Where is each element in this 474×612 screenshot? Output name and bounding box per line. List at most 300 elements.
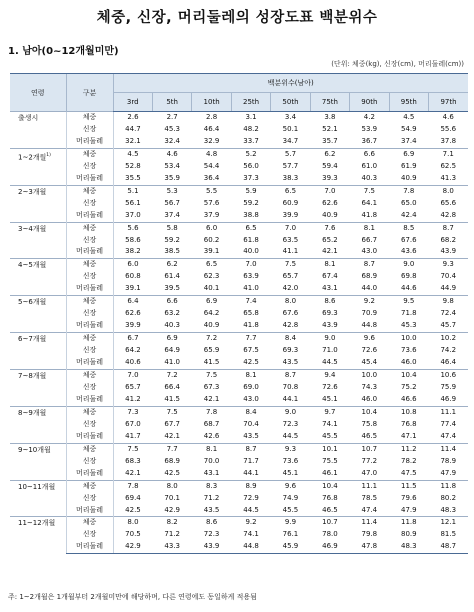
value-cell: 37.9	[203, 210, 220, 219]
value-cell: 67.5	[243, 346, 259, 355]
header-age: 연령	[10, 74, 66, 112]
value-cell: 8.1	[231, 370, 270, 382]
value-cell: 43.6	[400, 247, 417, 256]
unit-note: (단위: 체중(kg), 신장(cm), 머리둘레(cm))	[331, 60, 464, 68]
table-row	[10, 296, 468, 308]
value-cell: 67.4	[322, 272, 338, 281]
value-cell: 41.2	[113, 394, 152, 406]
value-cell: 47.0	[361, 468, 378, 477]
value-cell: 11.1	[429, 406, 469, 418]
value-cell: 75.2	[400, 382, 417, 391]
value-cell: 44.9	[440, 284, 457, 293]
value-cell: 7.2	[152, 370, 191, 382]
value-cell: 62.6	[113, 308, 152, 320]
value-cell: 75.9	[440, 382, 457, 391]
value-cell: 73.6	[400, 346, 417, 355]
value-cell: 64.2	[113, 345, 152, 357]
value-cell: 9.0	[271, 406, 310, 418]
measure-label: 머리둘레	[66, 357, 113, 369]
measure-label: 머리둘레	[66, 505, 113, 517]
value-cell: 44.8	[231, 541, 270, 553]
table-row	[10, 161, 468, 173]
value-cell: 62.5	[440, 161, 457, 170]
value-cell: 38.2	[113, 246, 152, 258]
measure-label: 신장	[66, 456, 113, 468]
value-cell: 8.7	[231, 443, 270, 455]
value-cell: 67.3	[203, 382, 220, 391]
value-cell: 5.2	[231, 148, 270, 160]
value-cell: 60.2	[203, 235, 220, 244]
value-cell: 10.8	[389, 406, 428, 418]
value-cell: 7.8	[192, 406, 231, 418]
measure-label: 신장	[66, 493, 113, 505]
value-cell: 6.4	[113, 296, 152, 308]
age-label: 2~3개월	[18, 187, 47, 196]
value-cell: 44.1	[243, 468, 259, 477]
value-cell: 9.9	[271, 517, 310, 529]
value-cell: 48.3	[389, 541, 428, 553]
table-row	[10, 222, 468, 234]
value-cell: 68.9	[361, 272, 378, 281]
value-cell: 41.3	[440, 173, 457, 182]
value-cell: 6.6	[152, 296, 191, 308]
measure-label: 머리둘레	[66, 283, 113, 295]
value-cell: 70.0	[203, 456, 220, 465]
table-row	[10, 259, 468, 271]
value-cell: 47.4	[361, 505, 378, 514]
value-cell: 44.5	[282, 431, 299, 440]
value-cell: 72.6	[322, 382, 338, 391]
value-cell: 43.3	[152, 541, 191, 553]
table-row	[10, 148, 468, 160]
value-cell: 36.7	[361, 136, 378, 145]
value-cell: 43.5	[203, 505, 220, 514]
value-cell: 3.1	[231, 112, 270, 124]
table-row	[10, 173, 468, 185]
value-cell: 7.0	[231, 259, 270, 271]
measure-label: 신장	[66, 419, 113, 431]
value-cell: 12.1	[429, 517, 469, 529]
value-cell: 75.8	[361, 419, 378, 428]
value-cell: 45.3	[164, 124, 180, 133]
value-cell: 63.5	[282, 235, 299, 244]
header-percentile-75th: 75th	[310, 93, 349, 112]
value-cell: 9.0	[389, 259, 428, 271]
value-cell: 8.5	[389, 222, 428, 234]
value-cell: 44.5	[322, 358, 338, 367]
value-cell: 71.8	[400, 309, 417, 318]
value-cell: 48.2	[243, 124, 259, 133]
value-cell: 69.3	[322, 309, 338, 318]
value-cell: 43.0	[361, 247, 378, 256]
value-cell: 66.7	[361, 235, 378, 244]
age-group-cell	[10, 259, 66, 296]
header-category: 구분	[66, 74, 113, 112]
age-label: 5~6개월	[18, 298, 47, 307]
value-cell: 41.0	[243, 284, 259, 293]
value-cell: 71.2	[203, 493, 220, 502]
value-cell: 43.0	[243, 394, 259, 403]
value-cell: 40.6	[113, 357, 152, 369]
value-cell: 55.6	[440, 124, 457, 133]
value-cell: 8.3	[192, 480, 231, 492]
value-cell: 45.7	[440, 321, 457, 330]
value-cell: 40.0	[243, 247, 259, 256]
age-group-cell	[10, 480, 66, 517]
value-cell: 65.8	[243, 309, 259, 318]
value-cell: 42.8	[440, 210, 457, 219]
value-cell: 42.0	[282, 284, 299, 293]
value-cell: 45.5	[322, 431, 338, 440]
table-row	[10, 185, 468, 197]
value-cell: 7.2	[192, 333, 231, 345]
value-cell: 80.2	[440, 493, 457, 502]
value-cell: 44.1	[282, 394, 299, 403]
value-cell: 64.9	[164, 346, 180, 355]
value-cell: 79.8	[361, 530, 378, 539]
value-cell: 43.1	[322, 284, 338, 293]
value-cell: 61.8	[243, 235, 259, 244]
value-cell: 65.7	[113, 382, 152, 394]
value-cell: 4.5	[389, 112, 428, 124]
value-cell: 5.1	[113, 185, 152, 197]
value-cell: 7.8	[113, 480, 152, 492]
value-cell: 44.8	[361, 321, 378, 330]
value-cell: 8.0	[271, 296, 310, 308]
age-group-cell	[10, 406, 66, 443]
value-cell: 70.4	[440, 272, 457, 281]
value-cell: 44.6	[400, 284, 417, 293]
value-cell: 39.1	[203, 247, 220, 256]
value-cell: 6.6	[350, 148, 389, 160]
value-cell: 9.3	[271, 443, 310, 455]
value-cell: 52.8	[113, 161, 152, 173]
value-cell: 37.4	[400, 136, 417, 145]
measure-label: 신장	[66, 124, 113, 136]
value-cell: 76.8	[322, 493, 338, 502]
age-label: 1~2개월	[18, 153, 47, 162]
value-cell: 11.4	[350, 517, 389, 529]
value-cell: 74.1	[322, 419, 338, 428]
measure-label: 체중	[66, 480, 113, 492]
value-cell: 48.3	[440, 505, 457, 514]
value-cell: 4.5	[113, 148, 152, 160]
value-cell: 42.5	[243, 358, 259, 367]
measure-label: 체중	[66, 148, 113, 160]
value-cell: 42.1	[203, 394, 220, 403]
value-cell: 2.8	[192, 112, 231, 124]
value-cell: 32.1	[113, 136, 152, 148]
table-row	[10, 210, 468, 222]
value-cell: 9.8	[429, 296, 469, 308]
value-cell: 41.5	[203, 358, 220, 367]
value-cell: 47.8	[350, 541, 389, 553]
value-cell: 37.0	[113, 210, 152, 222]
value-cell: 7.5	[152, 406, 191, 418]
value-cell: 41.1	[282, 247, 299, 256]
age-label: 4~5개월	[18, 261, 47, 270]
measure-label: 머리둘레	[66, 431, 113, 443]
header-percentile-25th: 25th	[231, 93, 270, 112]
value-cell: 7.7	[231, 333, 270, 345]
measure-label: 신장	[66, 161, 113, 173]
value-cell: 10.6	[429, 370, 469, 382]
value-cell: 7.0	[310, 185, 349, 197]
value-cell: 75.5	[322, 456, 338, 465]
measure-label: 머리둘레	[66, 320, 113, 332]
value-cell: 6.2	[310, 148, 349, 160]
value-cell: 7.8	[389, 185, 428, 197]
value-cell: 42.8	[282, 321, 299, 330]
value-cell: 42.9	[113, 541, 152, 553]
value-cell: 11.8	[429, 480, 469, 492]
value-cell: 47.1	[400, 431, 417, 440]
value-cell: 11.5	[389, 480, 428, 492]
measure-label: 신장	[66, 271, 113, 283]
table-row	[10, 493, 468, 505]
measure-label: 신장	[66, 345, 113, 357]
value-cell: 10.0	[389, 333, 428, 345]
value-cell: 35.5	[113, 173, 152, 185]
value-cell: 3.8	[310, 112, 349, 124]
age-group-cell	[10, 370, 66, 407]
value-cell: 46.5	[322, 505, 338, 514]
value-cell: 42.9	[164, 505, 180, 514]
age-label: 10~11개월	[18, 482, 56, 491]
value-cell: 7.6	[310, 222, 349, 234]
value-cell: 44.7	[113, 124, 152, 136]
value-cell: 6.9	[192, 296, 231, 308]
value-cell: 47.9	[440, 468, 457, 477]
value-cell: 37.8	[440, 136, 457, 145]
value-cell: 4.8	[192, 148, 231, 160]
value-cell: 41.8	[361, 210, 378, 219]
value-cell: 9.6	[271, 480, 310, 492]
value-cell: 4.6	[429, 112, 469, 124]
value-cell: 36.4	[203, 173, 220, 182]
value-cell: 8.1	[192, 443, 231, 455]
value-cell: 46.0	[361, 394, 378, 403]
age-group-cell	[10, 222, 66, 259]
value-cell: 80.9	[400, 530, 417, 539]
value-cell: 42.1	[164, 431, 180, 440]
value-cell: 6.7	[113, 333, 152, 345]
value-cell: 74.9	[282, 493, 299, 502]
value-cell: 68.2	[440, 235, 457, 244]
value-cell: 6.5	[231, 222, 270, 234]
header-percentile-5th: 5th	[152, 93, 191, 112]
value-cell: 46.4	[203, 124, 220, 133]
value-cell: 7.0	[113, 370, 152, 382]
value-cell: 11.4	[429, 443, 469, 455]
value-cell: 6.9	[389, 148, 428, 160]
value-cell: 45.5	[282, 505, 299, 514]
value-cell: 35.7	[322, 136, 338, 145]
value-cell: 69.4	[113, 493, 152, 505]
measure-label: 머리둘레	[66, 173, 113, 185]
table-row	[10, 136, 468, 148]
measure-label: 체중	[66, 222, 113, 234]
value-cell: 11.1	[350, 480, 389, 492]
value-cell: 44.0	[361, 284, 378, 293]
value-cell: 45.3	[400, 321, 417, 330]
value-cell: 39.9	[282, 210, 299, 219]
value-cell: 53.9	[361, 124, 378, 133]
value-cell: 45.9	[271, 541, 310, 553]
age-group-cell	[10, 443, 66, 480]
value-cell: 7.5	[271, 259, 310, 271]
table-row	[10, 431, 468, 443]
value-cell: 70.4	[243, 419, 259, 428]
table-row	[10, 333, 468, 345]
value-cell: 8.0	[152, 480, 191, 492]
header-percentile-95th: 95th	[389, 93, 428, 112]
value-cell: 47.9	[400, 505, 417, 514]
value-cell: 42.4	[400, 210, 417, 219]
value-cell: 6.2	[152, 259, 191, 271]
value-cell: 73.6	[282, 456, 299, 465]
value-cell: 40.3	[164, 321, 180, 330]
value-cell: 67.0	[113, 419, 152, 431]
value-cell: 67.6	[282, 309, 299, 318]
value-cell: 62.6	[322, 198, 338, 207]
table-row	[10, 419, 468, 431]
value-cell: 34.7	[282, 136, 299, 145]
value-cell: 67.7	[164, 419, 180, 428]
value-cell: 78.5	[361, 493, 378, 502]
measure-label: 체중	[66, 112, 113, 124]
table-row	[10, 198, 468, 210]
value-cell: 78.9	[440, 456, 457, 465]
value-cell: 5.8	[152, 222, 191, 234]
value-cell: 5.7	[271, 148, 310, 160]
table-row	[10, 124, 468, 136]
value-cell: 74.3	[361, 382, 378, 391]
value-cell: 9.3	[429, 259, 469, 271]
value-cell: 59.2	[243, 198, 259, 207]
value-cell: 10.4	[310, 480, 349, 492]
age-label: 8~9개월	[18, 408, 47, 417]
value-cell: 79.6	[400, 493, 417, 502]
age-group-cell	[10, 185, 66, 222]
age-group-cell	[10, 517, 66, 554]
value-cell: 81.5	[440, 530, 457, 539]
value-cell: 65.2	[322, 235, 338, 244]
age-label: 출생시	[18, 114, 39, 122]
value-cell: 60.8	[113, 271, 152, 283]
value-cell: 44.5	[243, 505, 259, 514]
value-cell: 43.9	[192, 541, 231, 553]
value-cell: 10.2	[429, 333, 469, 345]
measure-label: 머리둘레	[66, 246, 113, 258]
value-cell: 63.9	[243, 272, 259, 281]
value-cell: 7.5	[350, 185, 389, 197]
measure-label: 신장	[66, 235, 113, 247]
value-cell: 71.2	[164, 530, 180, 539]
value-cell: 6.0	[192, 222, 231, 234]
table-row	[10, 271, 468, 283]
value-cell: 3.4	[271, 112, 310, 124]
value-cell: 71.0	[322, 346, 338, 355]
value-cell: 78.0	[322, 530, 338, 539]
measure-label: 체중	[66, 370, 113, 382]
measure-label: 체중	[66, 333, 113, 345]
measure-label: 체중	[66, 185, 113, 197]
value-cell: 60.9	[282, 198, 299, 207]
value-cell: 6.9	[152, 333, 191, 345]
value-cell: 56.7	[164, 198, 180, 207]
table-row	[10, 357, 468, 369]
value-cell: 43.9	[322, 321, 338, 330]
value-cell: 7.0	[271, 222, 310, 234]
value-cell: 61.0	[361, 161, 378, 170]
age-label: 3~4개월	[18, 224, 47, 233]
table-row	[10, 541, 468, 553]
age-group-cell	[10, 333, 66, 370]
value-cell: 8.2	[152, 517, 191, 529]
measure-label: 신장	[66, 382, 113, 394]
table-row	[10, 505, 468, 517]
value-cell: 72.3	[282, 419, 299, 428]
value-cell: 8.7	[271, 370, 310, 382]
value-cell: 42.5	[113, 505, 152, 517]
value-cell: 32.9	[203, 136, 220, 145]
value-cell: 40.9	[400, 173, 417, 182]
value-cell: 8.7	[429, 222, 469, 234]
measure-label: 체중	[66, 406, 113, 418]
value-cell: 59.4	[322, 161, 338, 170]
value-cell: 72.9	[243, 493, 259, 502]
value-cell: 39.3	[322, 173, 338, 182]
table-row	[10, 283, 468, 295]
value-cell: 69.3	[282, 346, 299, 355]
value-cell: 76.1	[282, 530, 299, 539]
value-cell: 68.9	[164, 456, 180, 465]
value-cell: 4.6	[152, 148, 191, 160]
value-cell: 10.4	[350, 406, 389, 418]
value-cell: 40.1	[203, 284, 220, 293]
value-cell: 8.0	[429, 185, 469, 197]
value-cell: 70.8	[282, 382, 299, 391]
measure-label: 체중	[66, 517, 113, 529]
value-cell: 61.4	[164, 272, 180, 281]
value-cell: 46.1	[322, 468, 338, 477]
value-cell: 8.7	[350, 259, 389, 271]
table-row	[10, 382, 468, 394]
value-cell: 9.6	[350, 333, 389, 345]
value-cell: 78.2	[400, 456, 417, 465]
age-label: 6~7개월	[18, 335, 47, 344]
value-cell: 45.1	[322, 394, 338, 403]
value-cell: 39.5	[164, 284, 180, 293]
value-cell: 62.3	[203, 272, 220, 281]
value-cell: 39.9	[113, 320, 152, 332]
value-cell: 48.7	[429, 541, 469, 553]
value-cell: 56.0	[243, 161, 259, 170]
value-cell: 9.0	[310, 333, 349, 345]
age-label: 9~10개월	[18, 445, 51, 454]
value-cell: 40.9	[203, 321, 220, 330]
measure-label: 머리둘레	[66, 136, 113, 148]
value-cell: 7.4	[231, 296, 270, 308]
table-row	[10, 320, 468, 332]
value-cell: 40.3	[361, 173, 378, 182]
value-cell: 70.5	[113, 529, 152, 541]
measure-label: 머리둘레	[66, 468, 113, 480]
table-row	[10, 456, 468, 468]
value-cell: 65.6	[440, 198, 457, 207]
value-cell: 46.4	[440, 358, 457, 367]
